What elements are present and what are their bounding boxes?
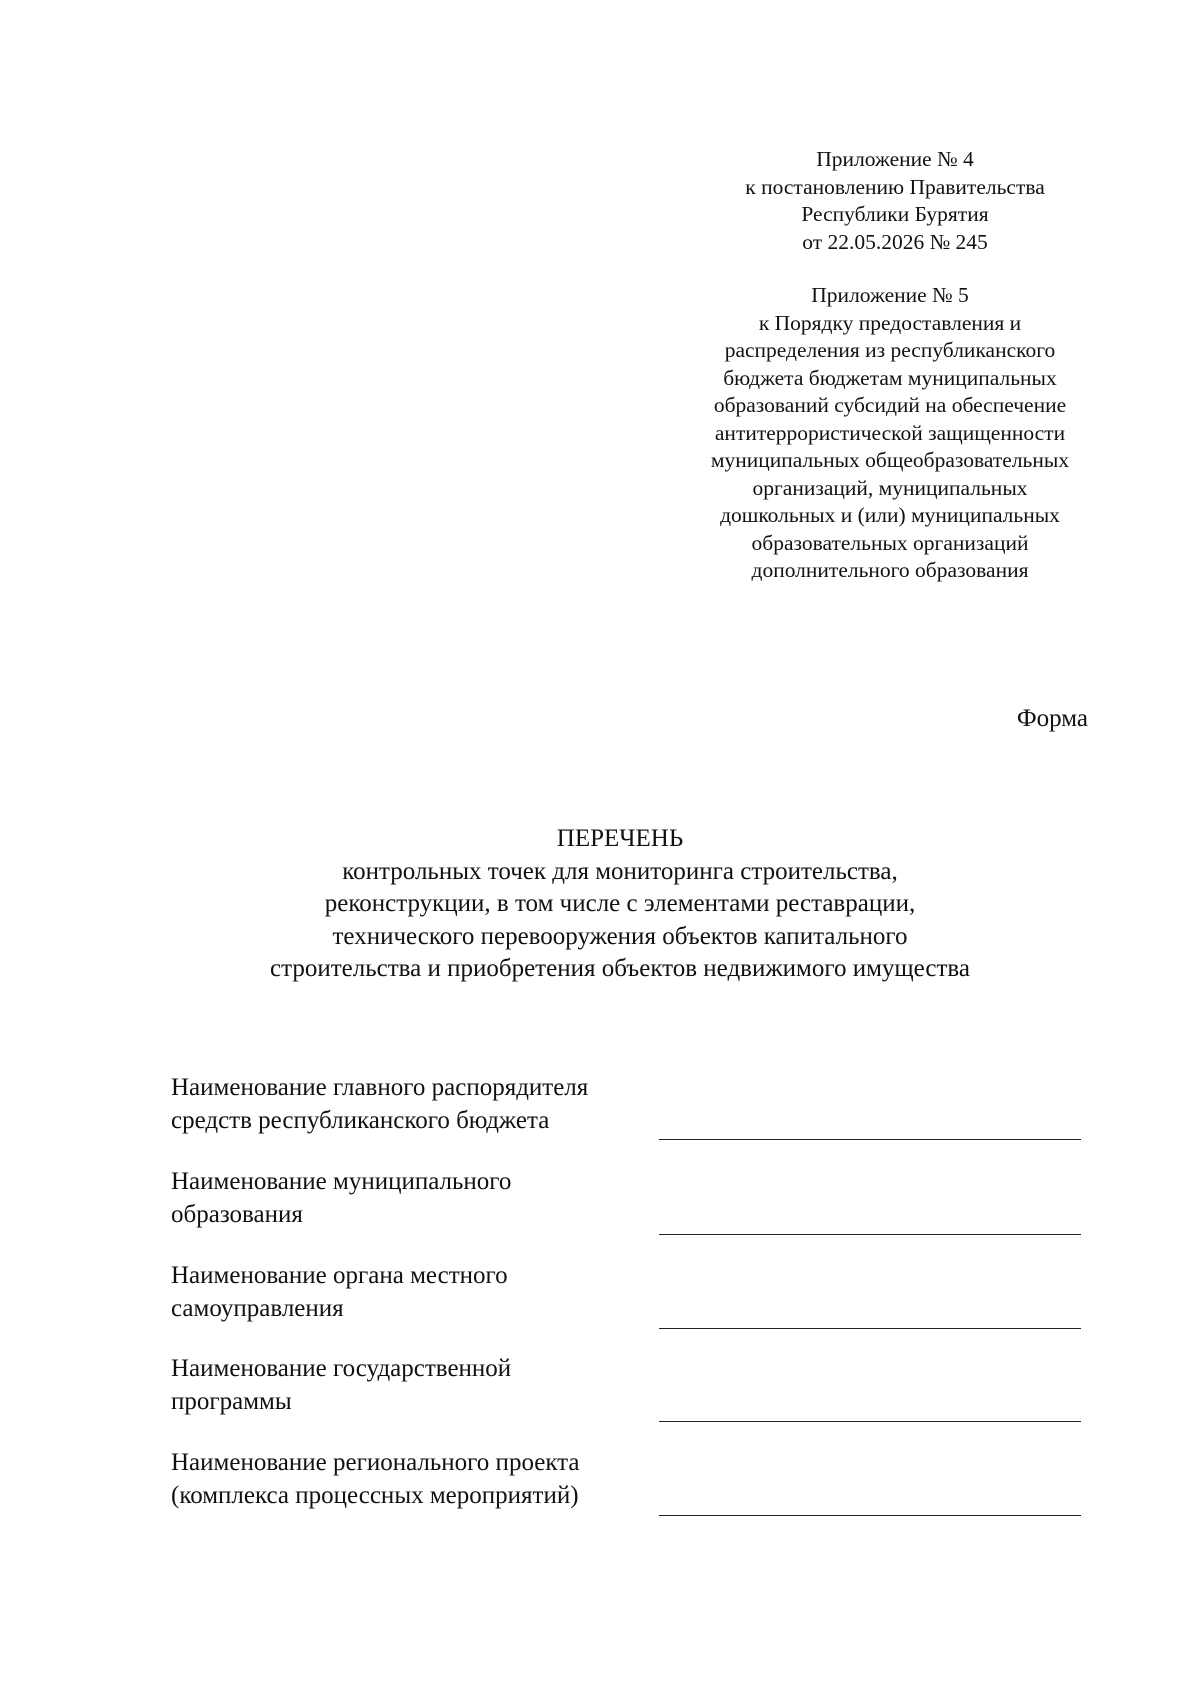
field-label — [171, 1072, 671, 1137]
appendix-5-line: образований субсидий на обеспечение — [713, 393, 1067, 417]
title-line: реконструкции, в том числе с элементами реставрации, — [324, 890, 916, 917]
field-chief-administrator — [171, 1072, 1081, 1152]
field-label-line: программы — [171, 1387, 292, 1415]
field-state-program — [171, 1353, 1081, 1433]
field-label-line: Наименование регионального проекта — [171, 1449, 580, 1476]
appendix-4-line: Приложение № 4 — [816, 147, 974, 171]
field-label-line: средств республиканского бюджета — [171, 1106, 550, 1134]
title-heading: ПЕРЕЧЕНЬ — [556, 825, 684, 852]
appendix-5-line: распределения из республиканского — [724, 338, 1056, 362]
appendix-5-line: антитеррористической защищенности — [714, 420, 1066, 445]
field-label-line: (комплекса процессных мероприятий) — [171, 1481, 579, 1509]
field-input-line[interactable] — [659, 1328, 1081, 1329]
title-line: технического перевооружения объектов капитального — [332, 922, 908, 950]
field-label-line: самоуправления — [171, 1294, 344, 1322]
field-municipality — [171, 1166, 1081, 1246]
appendix-5-line: к Порядку предоставления и — [758, 310, 1022, 335]
field-label-line: Наименование муниципального — [171, 1168, 512, 1195]
title-line: строительства и приобретения объектов недвижимого имущества — [270, 955, 970, 982]
document-title — [150, 823, 1090, 986]
appendix-5-block — [670, 282, 1110, 585]
appendix-5-line: образовательных организаций — [751, 530, 1029, 555]
appendix-5-line: дополнительного образования — [751, 558, 1029, 582]
appendix-4-block — [705, 146, 1085, 256]
title-line: контрольных точек для мониторинга строительства, — [342, 857, 898, 885]
field-label — [171, 1166, 671, 1231]
field-label-line: образования — [171, 1200, 303, 1228]
field-label-line: Наименование главного распорядителя — [171, 1074, 589, 1101]
field-input-line[interactable] — [659, 1139, 1081, 1140]
form-label: Форма — [1016, 705, 1088, 732]
field-label — [171, 1447, 671, 1512]
field-regional-project — [171, 1447, 1081, 1527]
appendix-5-line: муниципальных общеобразовательных — [710, 448, 1070, 472]
appendix-5-line: Приложение № 5 — [811, 283, 969, 307]
field-label-line: Наименование органа местного — [171, 1262, 508, 1289]
field-input-line[interactable] — [659, 1234, 1081, 1235]
field-label — [171, 1353, 671, 1418]
appendix-5-line: бюджета бюджетам муниципальных — [723, 365, 1057, 390]
appendix-5-line: организаций, муниципальных — [752, 475, 1028, 500]
field-label-line: Наименование государственной — [171, 1355, 512, 1382]
appendix-4-line: к постановлению Правительства — [745, 174, 1045, 199]
field-local-government — [171, 1260, 1081, 1340]
appendix-4-line: от 22.05.2026 № 245 — [802, 229, 988, 254]
field-input-line[interactable] — [659, 1421, 1081, 1422]
appendix-5-line: дошкольных и (или) муниципальных — [720, 503, 1060, 527]
field-label — [171, 1260, 671, 1325]
field-input-line[interactable] — [659, 1515, 1081, 1516]
appendix-4-line: Республики Бурятия — [801, 202, 989, 226]
